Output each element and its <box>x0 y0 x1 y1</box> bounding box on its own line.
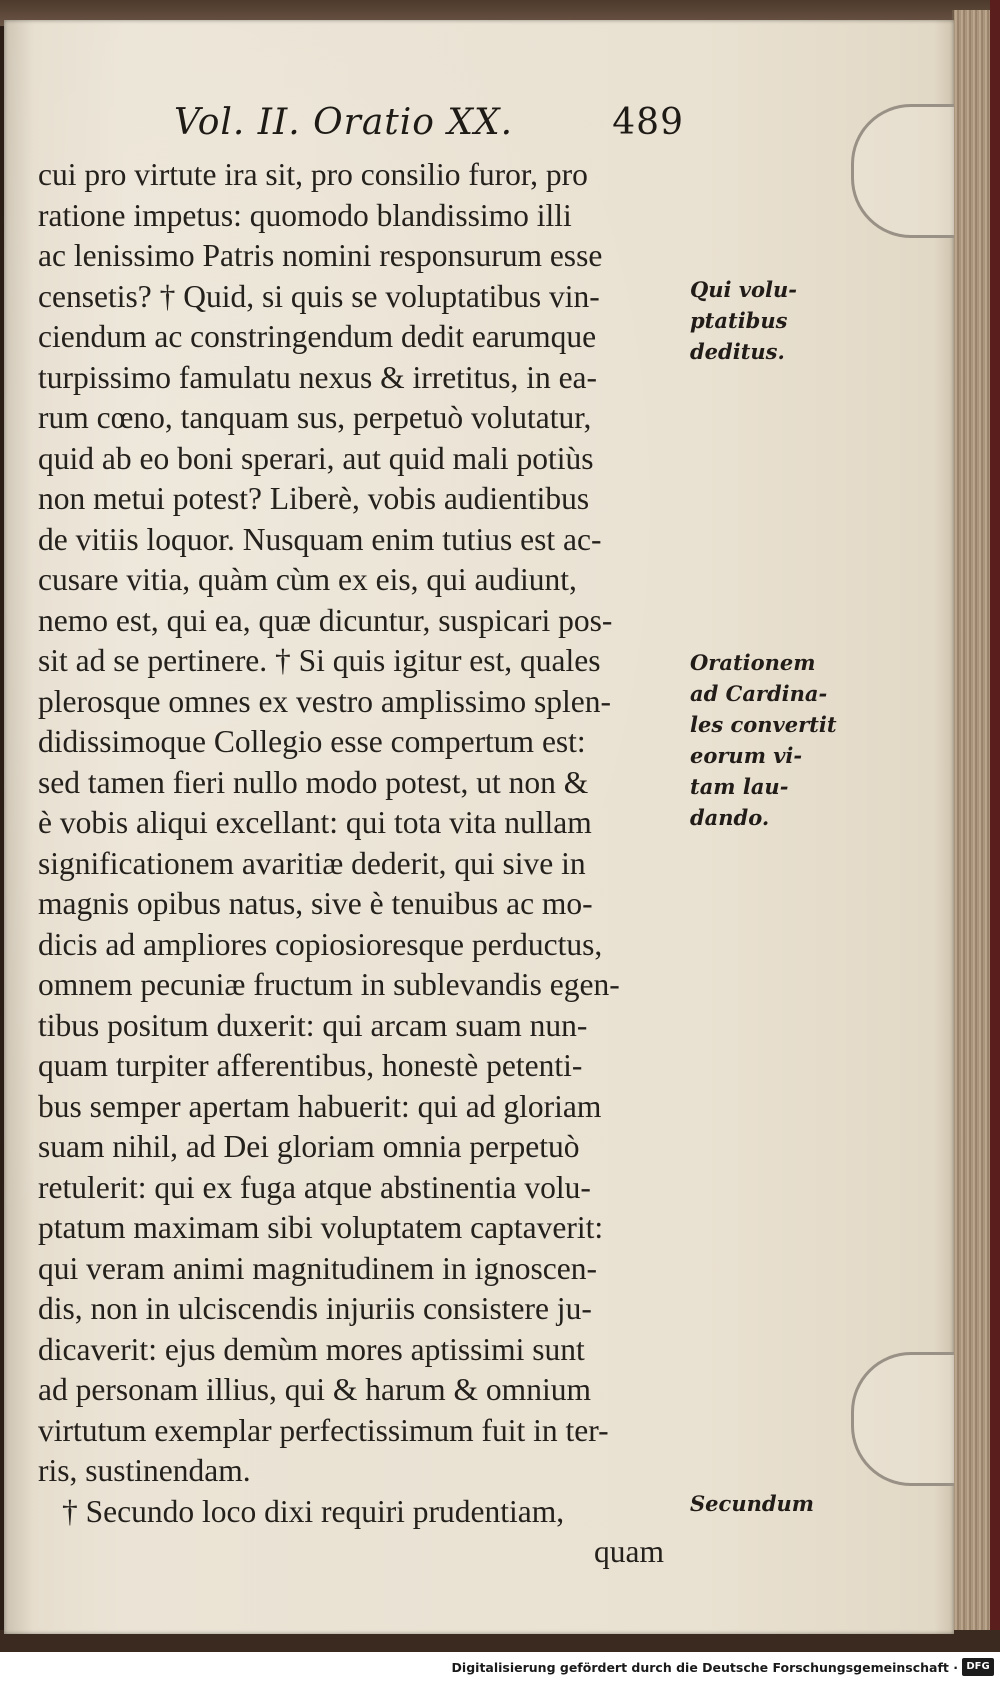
text-line: omnem pecuniæ fructum in sublevandis egen- <box>38 967 620 1002</box>
digitization-credit: Digitalisierung gefördert durch die Deutsche Forschungsgemeinschaft · <box>451 1660 958 1675</box>
marginal-note <box>690 647 840 833</box>
text-line: ciendum ac constringendum dedit earumque <box>38 319 597 354</box>
running-header <box>174 102 684 152</box>
marginal-line: Orationem <box>690 650 816 675</box>
marginal-line: Qui volu- <box>690 277 798 302</box>
text-line: bus semper apertam habuerit: qui ad gloriam <box>38 1088 602 1124</box>
marginal-line: Secundum <box>690 1491 815 1516</box>
text-line: ptatum maximam sibi voluptatem captaverit: <box>38 1210 604 1245</box>
page-number: 489 <box>612 102 684 143</box>
text-line: de vitiis loquor. Nusquam enim tutius est ac- <box>38 521 602 557</box>
text-line: quid ab eo boni sperari, aut quid mali potiùs <box>38 440 594 476</box>
text-line: plerosque omnes ex vestro amplissimo splen- <box>38 683 612 719</box>
text-line: dis, non in ulciscendis injuriis consistere ju- <box>38 1291 592 1326</box>
text-line: sit ad se pertinere. † Si quis igitur est, quales <box>38 643 601 678</box>
text-line: ris, sustinendam. <box>38 1453 251 1488</box>
dfg-logo: DFG <box>962 1658 994 1676</box>
marginal-line: tam lau- <box>690 774 789 799</box>
text-line: virtutum exemplar perfectissimum fuit in ter- <box>38 1412 609 1448</box>
text-line: rum cœno, tanquam sus, perpetuò volutatur, <box>38 400 592 435</box>
marginal-line: ptatibus <box>690 308 788 333</box>
text-line: quam turpiter afferentibus, honestè petenti- <box>38 1048 583 1083</box>
text-line: nemo est, qui ea, quæ dicuntur, suspicari pos- <box>38 602 613 638</box>
text-line: didissimoque Collegio esse compertum est: <box>38 724 586 759</box>
marginal-line: ad Cardina- <box>690 681 828 706</box>
footer-bar <box>0 1652 1000 1684</box>
book-page <box>4 20 954 1634</box>
text-line: dicaverit: ejus demùm mores aptissimi sunt <box>38 1331 585 1367</box>
marginal-line: les convertit <box>690 712 837 737</box>
text-line: tibus positum duxerit: qui arcam suam nun- <box>38 1007 588 1043</box>
text-line: qui veram animi magnitudinem in ignoscen- <box>38 1250 598 1286</box>
page-clip-bottom <box>851 1352 954 1486</box>
text-line: è vobis aliqui excellant: qui tota vita nullam <box>38 805 592 840</box>
text-line: significationem avaritiæ dederit, qui sive in <box>38 845 586 881</box>
marginal-note <box>690 1488 840 1519</box>
text-line: cusare vitia, quàm cùm ex eis, qui audiunt, <box>38 562 577 597</box>
running-title: Vol. II. Oratio XX. <box>174 102 514 143</box>
text-line: retulerit: qui ex fuga atque abstinentia volu- <box>38 1169 591 1205</box>
text-line: cui pro virtute ira sit, pro consilio furor, pro <box>38 157 588 192</box>
catchword: quam <box>594 1534 664 1569</box>
text-line: † Secundo loco dixi requiri prudentiam, <box>62 1493 565 1529</box>
text-line: ad personam illius, qui & harum & omnium <box>38 1372 591 1407</box>
marginal-note <box>690 274 840 367</box>
text-line: ac lenissimo Patris nomini responsurum esse <box>38 238 603 273</box>
book-cover-edge <box>990 0 1000 1652</box>
page-clip-top <box>851 104 954 238</box>
text-line: ratione impetus: quomodo blandissimo illi <box>38 197 572 233</box>
text-line: non metui potest? Liberè, vobis audientibus <box>38 481 590 516</box>
marginal-line: dando. <box>690 805 770 830</box>
marginal-line: eorum vi- <box>690 743 803 768</box>
marginal-line: deditus. <box>690 339 785 364</box>
text-line: turpissimo famulatu nexus & irretitus, in ea- <box>38 359 598 395</box>
body-text <box>38 155 678 1573</box>
text-line: censetis? † Quid, si quis se voluptatibus vin- <box>38 278 600 314</box>
text-line: magnis opibus natus, sive è tenuibus ac mo- <box>38 886 593 921</box>
text-line: dicis ad ampliores copiosioresque perductus, <box>38 926 603 962</box>
text-line: suam nihil, ad Dei gloriam omnia perpetuò <box>38 1129 580 1164</box>
text-line: sed tamen fieri nullo modo potest, ut non & <box>38 764 589 800</box>
